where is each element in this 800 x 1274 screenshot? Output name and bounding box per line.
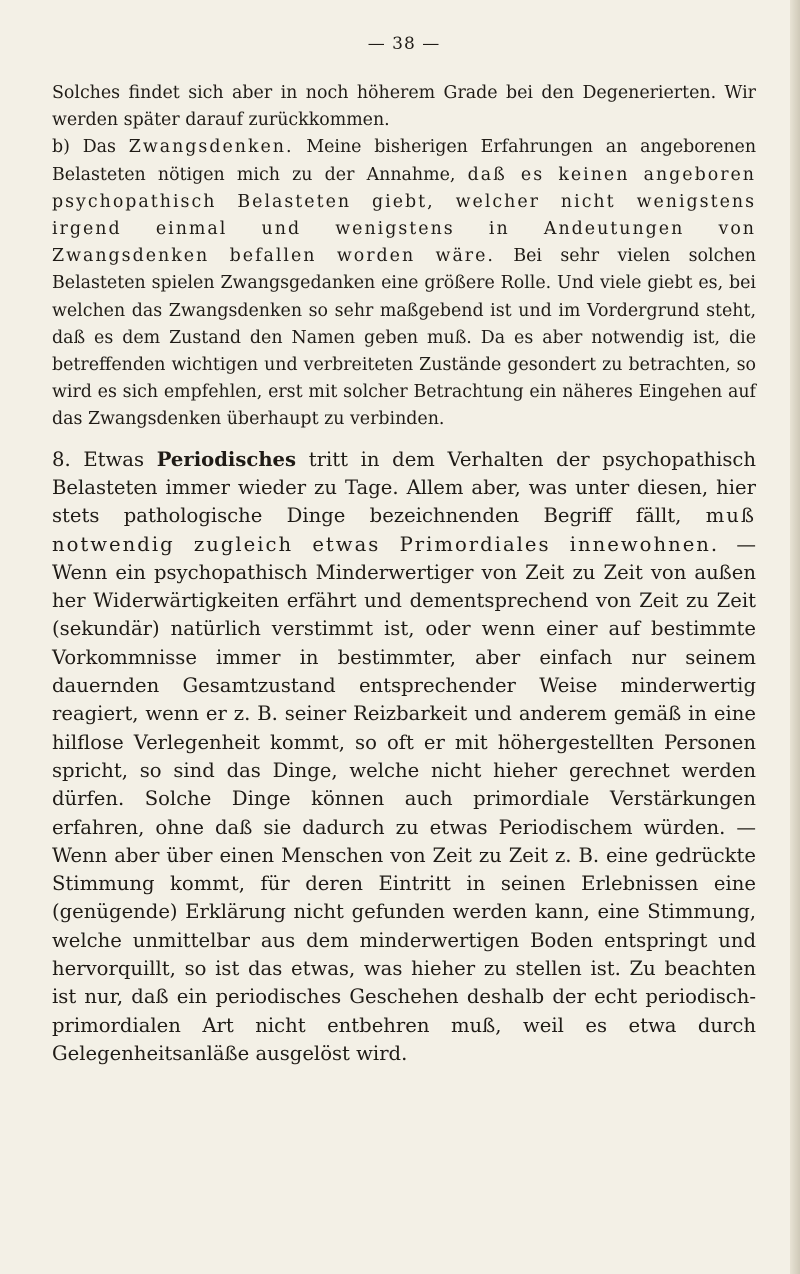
paragraph-text: Bei sehr vielen solchen Belasteten spielen Zwangsgedanken eine größere Rolle. Und viele giebt es, bei welchen das Zwangsdenken so sehr maßgebend ist und im Vordergrund steht, daß es dem Zustand den Namen geben muß. Da es aber notwendig ist, die betreffenden wichtigen und verbreiteten Zustände gesondert zu betrachten, so wird es sich empfehlen, erst mit solcher Betrachtung ein näheres Eingehen auf das Zwangsdenken überhaupt zu verbinden.	[52, 246, 756, 430]
paragraph-text: — Wenn ein psychopathisch Minderwertiger von Zeit zu Zeit von außen her Widerwärtigkeiten erfährt und dementsprechend von Zeit zu Zeit (sekundär) natürlich verstimmt ist, oder wenn einer auf bestimmte Vorkommnisse immer in bestimmter, aber einfach nur seinem dauernden Gesamtzustand entsprechender Weise minderwertig reagiert, wenn er z. B. seiner Reizbarkeit und anderem gemäß in eine hilflose Verlegenheit kommt, so oft er mit höhergestellten Personen spricht, so sind das Dinge, welche nicht hieher gerechnet werden dürfen. Solche Dinge können auch primordiale Verstärkungen erfahren, ohne daß sie dadurch zu etwas Periodischem würden. — Wenn aber über einen Menschen von Zeit zu Zeit z. B. eine gedrückte Stimmung kommt, für deren Eintritt in seinen Erlebnissen eine (genügende) Erklärung nicht gefunden werden kann, eine Stimmung, welche unmittelbar aus dem minderwertigen Boden entspringt und hervorquillt, so ist das etwas, was hieher zu stellen ist. Zu beachten ist nur, daß ein periodisches Geschehen deshalb der echt periodisch-primordialen Art nicht entbehren muß, weil es etwa durch Gelegenheitsanläße ausgelöst wird.	[52, 532, 757, 1065]
emphasized-text: muß notwendig zugleich etwas Primordiales innewohnen.	[52, 504, 757, 556]
section-number: 8. Etwas	[52, 447, 145, 471]
paragraph-zwangsdenken	[52, 134, 756, 433]
page-number: — 38 —	[367, 34, 441, 54]
paragraph-text: tritt in dem Verhalten der psychopathisch Belasteten immer wieder zu Tage. Allem aber, was unter diesen, hier stets pathologische Dinge bezeichnenden Begriff fällt,	[52, 447, 756, 528]
paragraph-text: Meine bisherigen Erfahrungen an angeborenen Belasteten nötigen mich zu der Annahme,	[52, 137, 757, 185]
page-edge	[790, 0, 800, 1274]
paragraph-text: Solches findet sich aber in noch höherem Grade bei den Degenerierten. Wir werden später darauf zurückkommen.	[52, 83, 756, 131]
emphasized-text: daß es keinen angeboren psychopathisch Belasteten giebt, welcher nicht wenigstens irgend einmal und wenigstens in Andeutungen von Zwangsdenken befallen worden wäre.	[52, 164, 757, 267]
section-keyword: Periodisches	[156, 447, 297, 471]
paragraph-degenerates	[52, 80, 756, 134]
section-label: b) Das	[52, 137, 116, 158]
section-heading-spaced: Zwangsdenken.	[128, 137, 294, 158]
section-8-periodisches	[52, 446, 756, 1069]
